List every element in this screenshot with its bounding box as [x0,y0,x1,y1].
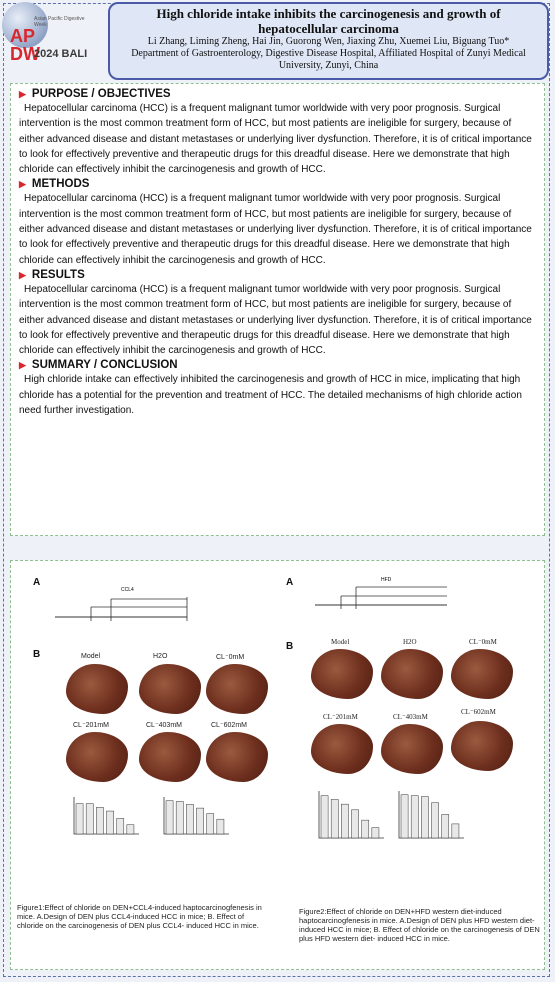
fig1-liver-image [66,732,128,782]
chart-bar [166,801,173,834]
fig1-label-b: B [33,649,41,660]
chart-bar [352,810,359,838]
fig2-liver-label: CL⁻403mM [393,713,428,721]
section-heading [19,268,536,282]
fig2-liver-label: Model [331,638,350,646]
fig2-caption: Figure2:Effect of chloride on DEN+HFD western diet-induced haptocarcinogfenesis in mice. A.Design of DEN plus HFD western diet-induced HCC in mice; B. Effect of chloride on the carcinogenesis of DEN plus HFD western diet- induced HCC in mice. [299,907,540,943]
triangle-bullet-icon: ▶ [19,360,26,371]
fig1-chart-right [156,793,231,848]
fig2-liver-image [311,724,373,774]
fig2-label-b: B [286,641,294,652]
heading-text: PURPOSE / OBJECTIVES [31,88,171,100]
fig1-liver-image [139,664,201,714]
logo-brand-top: AP [10,26,36,46]
fig1-liver-label: CL⁻602mM [211,722,247,729]
fig2-liver-image [311,649,373,699]
fig2-liver-label: CL⁻201mM [323,713,358,721]
section-heading [19,87,536,101]
section-conclusion [19,358,536,418]
design-label: HFD [381,577,392,583]
fig1-liver-label: CL⁻201mM [73,722,109,729]
fig1-liver-image [206,664,268,714]
chart-bar [401,795,408,838]
fig1-design-diagram [51,579,191,629]
chart-bar [76,804,83,834]
chart-bar [217,819,224,834]
chart-bar [372,828,379,838]
fig1-liver-label: CL⁻0mM [216,654,245,661]
poster-title: High chloride intake inhibits the carcinogenesis and growth of hepatocellular carcinoma [156,6,501,36]
authors: Li Zhang, Liming Zheng, Hai Jin, Guorong Wen, Jiaxing Zhu, Xuemei Liu, Biguang Tuo* [147,36,510,47]
chart-bar [96,807,103,834]
chart-bar [176,801,183,834]
chart-bar [362,820,369,838]
fig2-chart-left [311,787,386,852]
fig2-liver-image [381,724,443,774]
chart-bar [86,804,93,834]
logo-year: 2024 BALI [34,48,88,60]
chart-bar [117,818,124,834]
section-heading [19,358,536,372]
chart-bar [107,811,114,834]
heading-text: METHODS [31,178,90,191]
section-body: Hepatocellular carcinoma (HCC) is a frequent malignant tumor worldwide with very poor prognosis. Surgical intervention is the most common treatment form of HCC, but most patients are ineligible for surgery, because of either advanced disease and distant metastases or underlying liver dysfunction. Therefore, it is of critical importance to look for effectively preventive and therapeutic drugs for this dreadful disease. Here we demonstrate that high chloride can effectively inhibit the carcinogenesis and growth of HCC. [19,283,532,357]
triangle-bullet-icon: ▶ [19,269,26,280]
section-heading [19,177,536,191]
section-purpose [19,87,536,177]
fig2-liver-label: CL⁻0mM [469,638,497,646]
chart-bar [341,804,348,838]
logo-subtitle: Asian Pacific Digestive Week [34,16,85,28]
chart-bar [186,804,193,834]
section-body: High chloride intake can effectively inhibited the carcinogenesis and growth of HCC in mice, implicating that high chloride has a potential for the prevention and treatment of HCC. The detailed mechanisms of high chloride action need further investigation. [19,374,522,417]
fig1-caption: Figure1:Effect of chloride on DEN+CCL4-induced haptocarcinogfenesis in mice. A.Design of DEN plus CCL4-induced HCC in mice; B. Effect of chloride on the carcinogenesis of DEN plus CCL4- induced HCC in mice. [17,903,262,930]
fig1-liver-label: H2O [153,653,168,660]
chart-bar [127,825,134,834]
fig1-liver-label: CL⁻403mM [146,722,182,729]
figure-panel [10,560,545,970]
fig2-liver-image [381,649,443,699]
fig1-liver-image [139,732,201,782]
fig1-liver-image [206,732,268,782]
fig1-chart-left [66,793,141,848]
chart-bar [432,803,439,838]
fig2-liver-label: H2O [403,638,417,646]
fig1-liver-image [66,664,128,714]
chart-bar [207,814,214,834]
section-methods [19,177,536,267]
section-body: Hepatocellular carcinoma (HCC) is a frequent malignant tumor worldwide with very poor prognosis. Surgical intervention is the most common treatment form of HCC, but most patients are ineligible for surgery, because of either advanced disease and distant metastases or underlying liver dysfunction. Therefore, it is of critical importance to look for effectively preventive and therapeutic drugs for this dreadful disease. Here we demonstrate that high chloride can effectively inhibit the carcinogenesis and growth of HCC. [19,193,532,266]
chart-bar [331,799,338,838]
fig1-label-a: A [33,577,41,588]
design-label: CCL4 [121,587,134,593]
affiliation: Department of Gastroenterology, Digestive Disease Hospital, Affiliated Hospital of Zunyi Medical University, Zunyi, China [131,48,526,71]
fig2-design-diagram [311,571,451,616]
fig2-label-a: A [286,577,294,588]
fig2-chart-right [391,787,466,852]
chart-bar [442,815,449,839]
title-box [108,2,549,80]
heading-text: SUMMARY / CONCLUSION [31,359,178,372]
triangle-bullet-icon: ▶ [19,89,26,99]
conference-logo [2,2,106,80]
chart-bar [197,808,204,834]
fig2-liver-label: CL⁻602mM [461,708,496,716]
section-results [19,268,536,358]
fig2-liver-image [451,721,513,771]
chart-bar [452,824,459,838]
fig1-liver-label: Model [81,653,101,660]
chart-bar [321,796,328,838]
section-body: Hepatocellular carcinoma (HCC) is a frequent malignant tumor worldwide with very poor prognosis. Surgical intervention is the most common treatment form of HCC, but most patients are ineligible for surgery, because of either advanced disease and distant metastases or underlying liver dysfunction. Therefore, it is of critical importance to look for effectively preventive and therapeutic drugs for this dreadful disease. Here we demonstrate that high chloride can effectively inhibit the carcinogenesis and growth of HCC. [19,103,532,176]
fig2-liver-image [451,649,513,699]
text-panel [10,83,545,536]
chart-bar [421,797,428,838]
logo-brand-bottom: DW [10,44,40,64]
triangle-bullet-icon: ▶ [19,179,26,190]
heading-text: RESULTS [31,268,85,281]
chart-bar [411,796,418,838]
